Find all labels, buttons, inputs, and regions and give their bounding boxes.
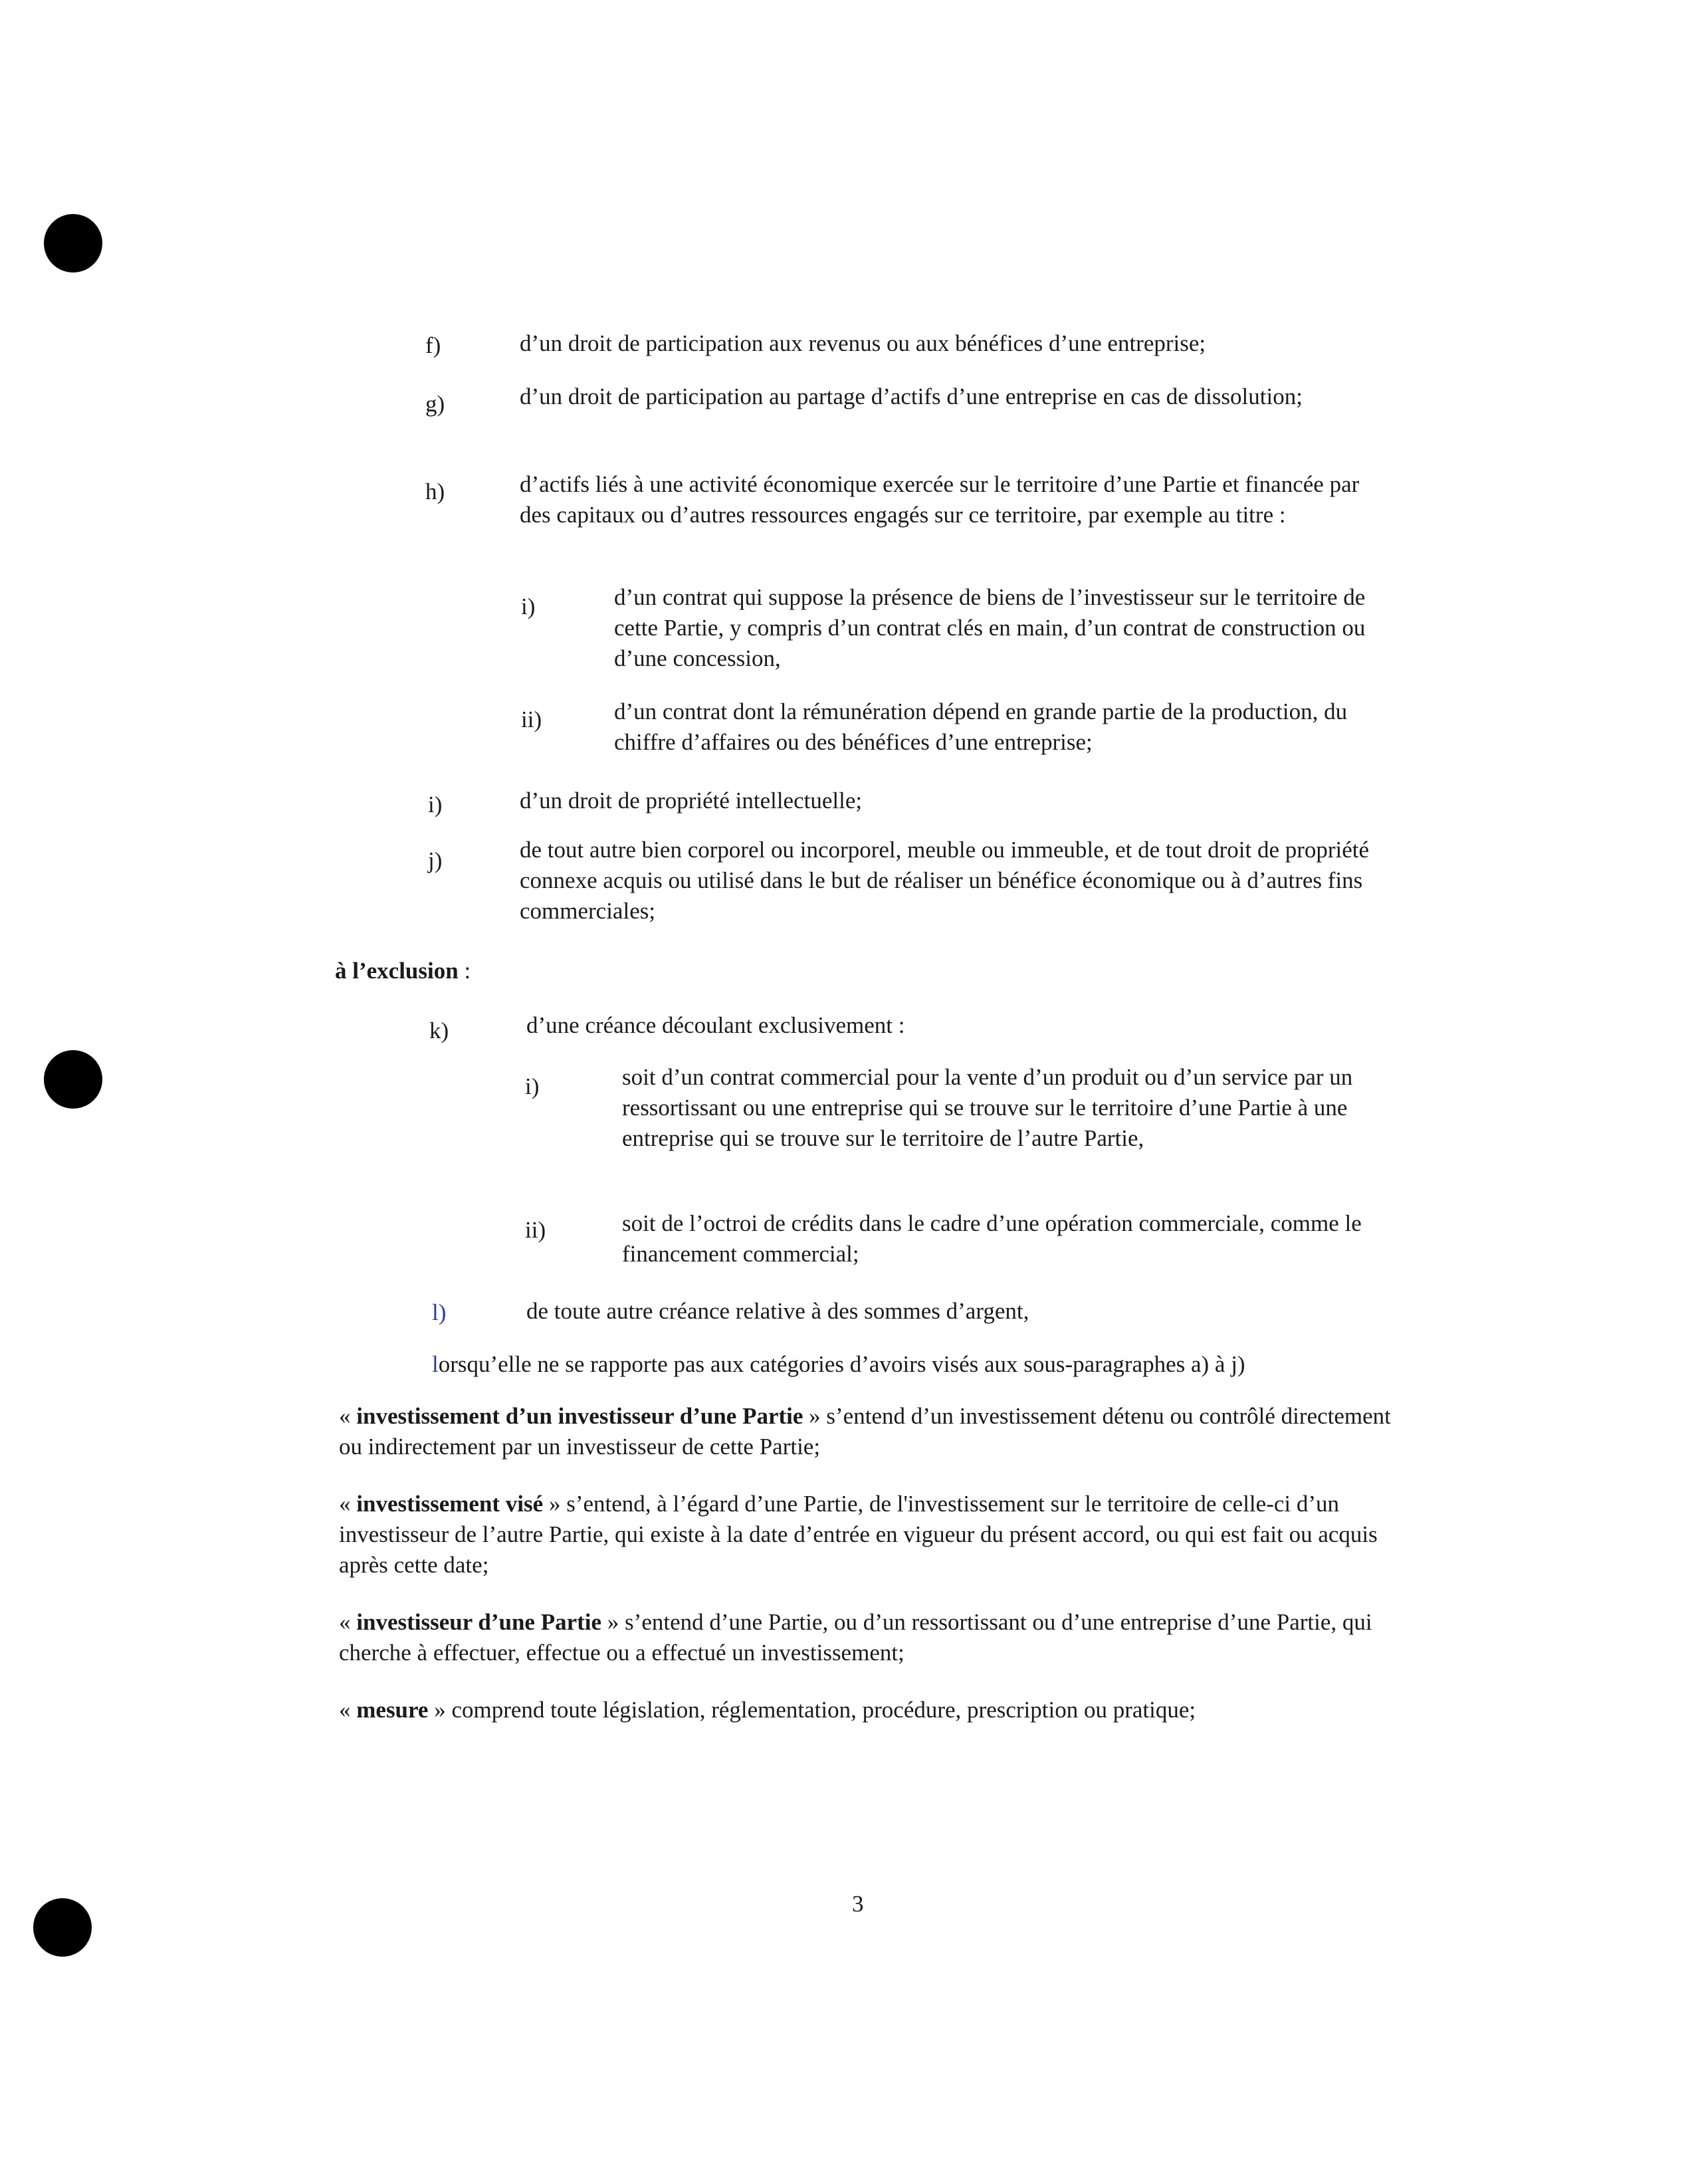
definition-term: mesure (356, 1697, 429, 1723)
item-g-label: g) (425, 391, 445, 417)
item-h-ii-text: d’un contrat dont la rémunération dépend en grande partie de la production, du chiffre d’affaires ou des bénéfices d’une entreprise; (614, 699, 1348, 755)
binder-hole (44, 1050, 102, 1109)
closing-text: orsqu’elle ne se rapporte pas aux catégories d’avoirs visés aux sous-paragraphes a) à j) (438, 1351, 1245, 1377)
item-h-ii-label: ii) (521, 707, 542, 732)
exclusion-colon: : (458, 958, 471, 984)
definition-paragraph (339, 1607, 1396, 1668)
definition-term: investissement visé (356, 1491, 544, 1517)
item-i-label: i) (428, 792, 443, 818)
item-h-label: h) (425, 479, 445, 504)
item-j-text: de tout autre bien corporel ou incorporel, meuble ou immeuble, et de tout droit de propriété connexe acquis ou utilisé dans le but de réaliser un bénéfice économique ou à d’autres fins commerciales; (520, 837, 1370, 924)
definition-paragraph (339, 1695, 1396, 1725)
item-k-i-text: soit d’un contrat commercial pour la vente d’un produit ou d’un service par un ressortissant ou une entreprise qui se trouve sur le territoire d’une Partie à une entreprise qui se trouve sur le territoire de l’autre Partie, (622, 1064, 1353, 1151)
item-k-i-label: i) (525, 1073, 540, 1099)
closing-first-letter: l (432, 1351, 439, 1377)
item-h-i-label: i) (521, 594, 536, 619)
page-number: 3 (852, 1891, 864, 1917)
definition-text: » comprend toute législation, réglementation, procédure, prescription ou pratique; (428, 1697, 1196, 1723)
definition-paragraph (339, 1489, 1396, 1581)
closing-line (432, 1349, 1245, 1380)
quote-open: « (339, 1403, 357, 1429)
item-g-text: d’un droit de participation au partage d’actifs d’une entreprise en cas de dissolution; (520, 383, 1303, 409)
item-f-text: d’un droit de participation aux revenus ou aux bénéfices d’une entreprise; (520, 330, 1206, 356)
item-k-label: k) (429, 1018, 449, 1043)
definition-paragraph (339, 1401, 1396, 1462)
binder-hole (44, 214, 102, 273)
definition-text: » s’entend d’une Partie, ou d’un ressortissant ou d’une entreprise d’une Partie, qui cherche à effectuer, effectue ou a effectué un investissement; (339, 1609, 1372, 1666)
quote-open: « (339, 1697, 357, 1723)
exclusion-heading (335, 956, 471, 986)
item-i-text: d’un droit de propriété intellectuelle; (520, 788, 863, 814)
item-f-label: f) (425, 332, 441, 358)
item-h-text: d’actifs liés à une activité économique exercée sur le territoire d’une Partie et financée par des capitaux ou d’autres ressources engagés sur ce territoire, par exemple au titre : (520, 471, 1360, 528)
exclusion-term: à l’exclusion (335, 958, 459, 984)
item-k-text: d’une créance découlant exclusivement : (526, 1012, 905, 1038)
binder-hole (33, 1898, 92, 1957)
definition-text: » s’entend, à l’égard d’une Partie, de l'investissement sur le territoire de celle-ci d’un investisseur de l’autre Partie, qui existe à la date d’entrée en vigueur du présent accord, ou qui est fait ou acquis après cette date; (339, 1491, 1378, 1578)
definition-term: investisseur d’une Partie (356, 1609, 602, 1635)
item-h-i-text: d’un contrat qui suppose la présence de biens de l’investisseur sur le territoire de cette Partie, y compris d’un contrat clés en main, d’un contrat de construction ou d’une concession, (614, 584, 1366, 671)
item-l-label: l) (432, 1299, 447, 1325)
item-j-label: j) (428, 847, 443, 873)
definition-text: » s’entend d’un investissement détenu ou contrôlé directement ou indirectement par un investisseur de cette Partie; (339, 1403, 1391, 1460)
definition-term: investissement d’un investisseur d’une Partie (356, 1403, 803, 1429)
item-l-text: de toute autre créance relative à des sommes d’argent, (526, 1298, 1029, 1324)
quote-open: « (339, 1491, 357, 1517)
item-k-ii-label: ii) (525, 1217, 546, 1243)
item-k-ii-text: soit de l’octroi de crédits dans le cadre d’une opération commerciale, comme le financement commercial; (622, 1210, 1362, 1267)
quote-open: « (339, 1609, 357, 1635)
